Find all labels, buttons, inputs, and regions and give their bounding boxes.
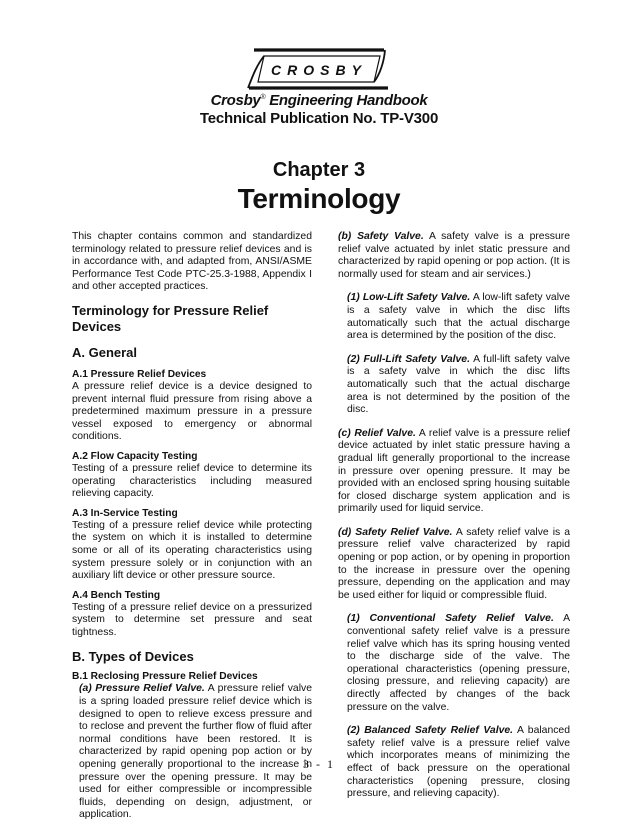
relief-valve-paragraph <box>338 428 570 516</box>
section-heading: Terminology for Pressure Relief Devices <box>72 302 269 334</box>
low-lift-label: (1) Low-Lift Safety Valve. <box>347 292 471 304</box>
a2-text: Testing of a pressure relief device to determine its operating characteristics including measured relieving capacity. <box>72 462 312 500</box>
a4-text: Testing of a pressure relief device on a pressurized system to determine set pressure and seat tightness. <box>72 601 312 638</box>
low-lift-paragraph <box>338 292 570 342</box>
a1-text: A pressure relief device is a device designed to prevent internal fluid pressure from rising above a predetermined maximum pressure in a pressure vessel exposed to emergency or abnormal conditions. <box>72 380 312 443</box>
a2-heading: A.2 Flow Capacity Testing <box>72 450 198 462</box>
intro-paragraph: This chapter contains common and standardized terminology related to pressure relief devices and is in accordance with, and adapted from, ANSI/ASME Performance Test Code PTC-25.3-1988, Appendix I and other accepted practices. <box>72 231 312 293</box>
a4-heading: A.4 Bench Testing <box>72 589 161 601</box>
page-number: 3 - 1 <box>303 757 335 771</box>
a1-heading: A.1 Pressure Relief Devices <box>72 368 207 380</box>
handbook-brand: Crosby <box>210 92 261 109</box>
crosby-logo <box>246 44 392 94</box>
safety-relief-label: (d) Safety Relief Valve. <box>338 526 453 538</box>
relief-valve-label: (c) Relief Valve. <box>338 427 416 439</box>
publication-number: Technical Publication No. TP-V300 <box>199 110 439 127</box>
full-lift-text: A full-lift safety valve is a safety valve in which the disc lifts automatically such that the actual discharge area is not determined by the position of the disc. <box>347 353 570 416</box>
conventional-text: A conventional safety relief valve is a pressure relief valve which has its spring housing vented to the discharge side of the valve. The operational characteristics (opening pressure, closing pressure, and relieving capacity) are directly affected by changes of the back pressure on the valve. <box>347 613 570 713</box>
relief-valve-text: A relief valve is a pressure relief device actuated by inlet static pressure having a gradual lift generally proportional to the increase in pressure over opening pressure. It may be provided with an enclosed spring housing suitable for closed discharge system application and is primarily used for liquid service. <box>338 427 570 515</box>
chapter-label: Chapter 3 <box>272 159 366 181</box>
safety-valve-text: A safety valve is a pressure relief valve actuated by inlet static pressure and characterized by rapid opening or pop action. (It is normally used for steam and air services.) <box>338 231 570 280</box>
conventional-label: (1) Conventional Safety Relief Valve. <box>347 613 554 625</box>
full-lift-paragraph <box>338 354 570 417</box>
left-column <box>72 231 312 822</box>
handbook-rest: Engineering Handbook <box>265 92 428 109</box>
safety-valve-paragraph <box>338 231 570 281</box>
low-lift-text: A low-lift safety valve is a safety valve in which the disc lifts automatically such that the actual discharge area is determined by the position of the disc. <box>347 292 570 342</box>
right-column <box>338 231 570 812</box>
safety-valve-label: (b) Safety Valve. <box>338 231 424 242</box>
safety-relief-text: A safety relief valve is a pressure relief valve characterized by rapid opening or pop action, or by opening in proportion to the increase in pressure over the opening pressure, depending on the application and may be used either for liquid or compressible fluid. <box>338 526 570 601</box>
b1a-text: A pressure relief valve is a spring loaded pressure relief device which is designed to open to relieve excess pressure and to reclose and prevent the further flow of fluid after normal conditions have been restored. It is characterized by rapid opening pop action or by opening generally proportional to the increase in pressure over the opening pressure. It may be used for either compressible or incompressible fluids, depending on design, adjustment, or application. <box>79 683 312 821</box>
handbook-title <box>0 92 638 109</box>
logo-text: CROSBY <box>271 62 367 78</box>
types-heading: B. Types of Devices <box>72 649 194 665</box>
crosby-logo-mark <box>246 44 392 94</box>
b1a-label: (a) Pressure Relief Valve. <box>79 683 205 695</box>
chapter-title: Terminology <box>237 183 401 214</box>
registered-mark: ® <box>260 94 266 101</box>
b1a-paragraph <box>72 683 312 822</box>
b1-heading: B.1 Reclosing Pressure Relief Devices <box>72 671 258 683</box>
conventional-paragraph <box>338 613 570 714</box>
full-lift-label: (2) Full-Lift Safety Valve. <box>347 353 470 365</box>
general-heading: A. General <box>72 344 138 360</box>
a3-text: Testing of a pressure relief device while protecting the system on which it is installed to determine some or all of its operating characteristics using system pressure solely or in conjunction with an auxiliary lift device or other pressure source. <box>72 519 312 582</box>
safety-relief-paragraph <box>338 527 570 603</box>
a3-heading: A.3 In-Service Testing <box>72 507 178 519</box>
balanced-label: (2) Balanced Safety Relief Valve. <box>347 725 514 737</box>
balanced-text: A balanced safety relief valve is a pressure relief valve which incorporates means of minimizing the effect of back pressure on the operational characteristics (opening pressure, closing pressure, and relieving capacity). <box>347 725 570 800</box>
